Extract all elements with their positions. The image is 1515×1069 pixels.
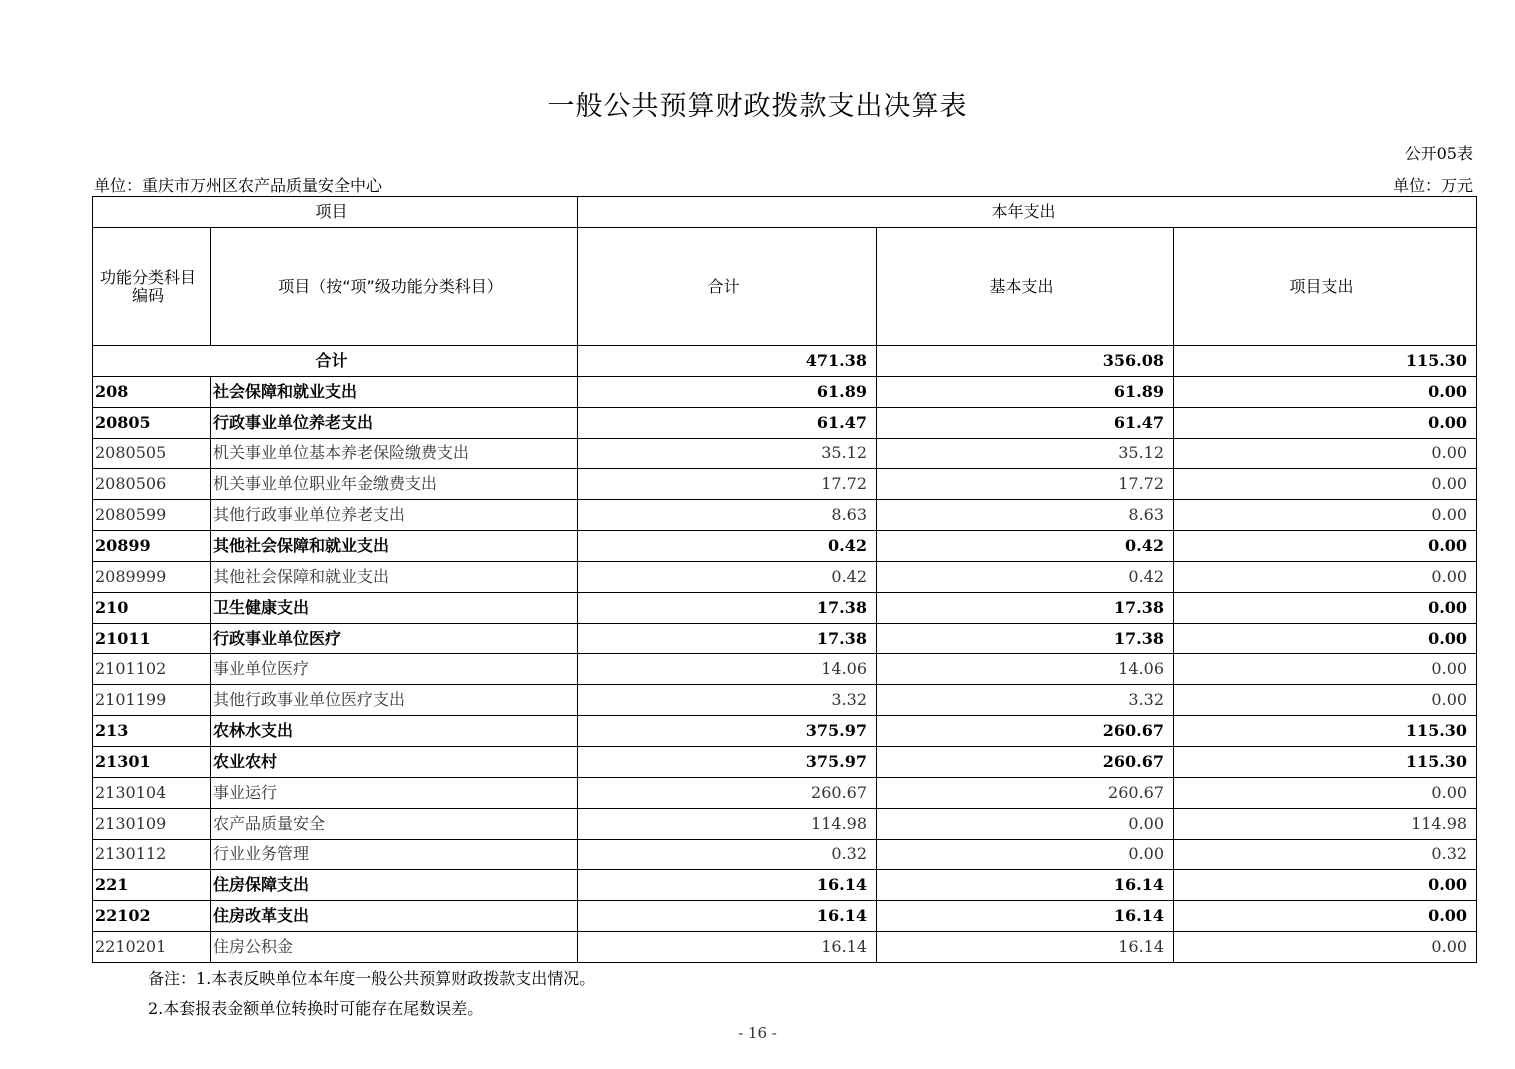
cell-code: 21301 bbox=[93, 746, 211, 777]
total-project: 115.30 bbox=[1174, 346, 1477, 377]
cell-basic: 260.67 bbox=[877, 777, 1174, 808]
cell-code: 2130104 bbox=[93, 777, 211, 808]
cell-total: 16.14 bbox=[578, 932, 877, 963]
cell-name: 其他社会保障和就业支出 bbox=[211, 531, 578, 562]
cell-code: 210 bbox=[93, 592, 211, 623]
cell-code: 21011 bbox=[93, 623, 211, 654]
cell-project: 0.00 bbox=[1174, 561, 1477, 592]
cell-name: 机关事业单位职业年金缴费支出 bbox=[211, 469, 578, 500]
cell-code: 2130109 bbox=[93, 808, 211, 839]
cell-project: 0.00 bbox=[1174, 932, 1477, 963]
table-row bbox=[93, 376, 1477, 407]
cell-total: 61.47 bbox=[578, 407, 877, 438]
cell-name: 行政事业单位医疗 bbox=[211, 623, 578, 654]
cell-project: 0.00 bbox=[1174, 407, 1477, 438]
cell-total: 375.97 bbox=[578, 746, 877, 777]
cell-name: 其他行政事业单位养老支出 bbox=[211, 500, 578, 531]
cell-name: 社会保障和就业支出 bbox=[211, 376, 578, 407]
table-row bbox=[93, 839, 1477, 870]
cell-basic: 16.14 bbox=[877, 901, 1174, 932]
table-row bbox=[93, 932, 1477, 963]
cell-basic: 0.00 bbox=[877, 839, 1174, 870]
cell-code: 208 bbox=[93, 376, 211, 407]
header-code: 功能分类科目编码 bbox=[93, 228, 211, 346]
cell-project: 115.30 bbox=[1174, 716, 1477, 747]
cell-code: 2089999 bbox=[93, 561, 211, 592]
cell-project: 0.00 bbox=[1174, 623, 1477, 654]
cell-code: 20899 bbox=[93, 531, 211, 562]
cell-project: 0.00 bbox=[1174, 870, 1477, 901]
header-total: 合计 bbox=[578, 228, 877, 346]
table-row bbox=[93, 654, 1477, 685]
cell-total: 3.32 bbox=[578, 685, 877, 716]
cell-name: 住房保障支出 bbox=[211, 870, 578, 901]
header-basic: 基本支出 bbox=[877, 228, 1174, 346]
cell-code: 2101199 bbox=[93, 685, 211, 716]
cell-name: 机关事业单位基本养老保险缴费支出 bbox=[211, 438, 578, 469]
unit-organization: 单位：重庆市万州区农产品质量安全中心 bbox=[94, 176, 383, 195]
cell-name: 农产品质量安全 bbox=[211, 808, 578, 839]
header-project: 项目 bbox=[93, 197, 578, 228]
cell-basic: 61.47 bbox=[877, 407, 1174, 438]
table-row bbox=[93, 531, 1477, 562]
table-row bbox=[93, 407, 1477, 438]
cell-code: 22102 bbox=[93, 901, 211, 932]
cell-total: 0.42 bbox=[578, 531, 877, 562]
cell-total: 16.14 bbox=[578, 870, 877, 901]
cell-project: 114.98 bbox=[1174, 808, 1477, 839]
cell-project: 0.00 bbox=[1174, 438, 1477, 469]
cell-total: 14.06 bbox=[578, 654, 877, 685]
table-row bbox=[93, 685, 1477, 716]
table-row bbox=[93, 716, 1477, 747]
cell-project: 0.00 bbox=[1174, 685, 1477, 716]
cell-total: 375.97 bbox=[578, 716, 877, 747]
cell-total: 0.42 bbox=[578, 561, 877, 592]
cell-code: 2080599 bbox=[93, 500, 211, 531]
cell-basic: 0.42 bbox=[877, 561, 1174, 592]
cell-basic: 17.72 bbox=[877, 469, 1174, 500]
page-number: - 16 - bbox=[738, 1024, 777, 1042]
header-row-2 bbox=[93, 228, 1477, 346]
cell-code: 213 bbox=[93, 716, 211, 747]
unit-money: 单位：万元 bbox=[1392, 176, 1473, 195]
cell-project: 0.00 bbox=[1174, 777, 1477, 808]
cell-basic: 61.89 bbox=[877, 376, 1174, 407]
note-1: 备注：1.本表反映单位本年度一般公共预算财政拨款支出情况。 bbox=[148, 969, 596, 988]
table-row bbox=[93, 808, 1477, 839]
table-row bbox=[93, 438, 1477, 469]
cell-basic: 260.67 bbox=[877, 746, 1174, 777]
cell-basic: 8.63 bbox=[877, 500, 1174, 531]
cell-project: 0.00 bbox=[1174, 592, 1477, 623]
cell-name: 行业业务管理 bbox=[211, 839, 578, 870]
cell-code: 221 bbox=[93, 870, 211, 901]
cell-basic: 0.00 bbox=[877, 808, 1174, 839]
total-basic: 356.08 bbox=[877, 346, 1174, 377]
table-row bbox=[93, 561, 1477, 592]
total-amount: 471.38 bbox=[578, 346, 877, 377]
cell-name: 事业运行 bbox=[211, 777, 578, 808]
expenditure-table bbox=[92, 196, 1477, 963]
cell-basic: 260.67 bbox=[877, 716, 1174, 747]
cell-name: 住房公积金 bbox=[211, 932, 578, 963]
header-item: 项目（按“项”级功能分类科目） bbox=[211, 228, 578, 346]
table-row bbox=[93, 901, 1477, 932]
cell-project: 0.32 bbox=[1174, 839, 1477, 870]
table-row bbox=[93, 777, 1477, 808]
total-row bbox=[93, 346, 1477, 377]
cell-project: 0.00 bbox=[1174, 469, 1477, 500]
cell-code: 2130112 bbox=[93, 839, 211, 870]
cell-name: 农林水支出 bbox=[211, 716, 578, 747]
table-row bbox=[93, 469, 1477, 500]
cell-project: 115.30 bbox=[1174, 746, 1477, 777]
cell-total: 17.38 bbox=[578, 623, 877, 654]
cell-code: 2101102 bbox=[93, 654, 211, 685]
cell-name: 住房改革支出 bbox=[211, 901, 578, 932]
table-row bbox=[93, 623, 1477, 654]
table-row bbox=[93, 500, 1477, 531]
cell-basic: 17.38 bbox=[877, 623, 1174, 654]
cell-project: 0.00 bbox=[1174, 500, 1477, 531]
cell-total: 8.63 bbox=[578, 500, 877, 531]
table-row bbox=[93, 746, 1477, 777]
cell-total: 17.72 bbox=[578, 469, 877, 500]
header-project-expense: 项目支出 bbox=[1174, 228, 1477, 346]
header-row-1 bbox=[93, 197, 1477, 228]
cell-project: 0.00 bbox=[1174, 376, 1477, 407]
total-label: 合计 bbox=[93, 346, 578, 377]
cell-basic: 0.42 bbox=[877, 531, 1174, 562]
cell-basic: 35.12 bbox=[877, 438, 1174, 469]
cell-project: 0.00 bbox=[1174, 654, 1477, 685]
cell-total: 260.67 bbox=[578, 777, 877, 808]
cell-code: 2080506 bbox=[93, 469, 211, 500]
cell-total: 17.38 bbox=[578, 592, 877, 623]
cell-name: 其他社会保障和就业支出 bbox=[211, 561, 578, 592]
cell-total: 16.14 bbox=[578, 901, 877, 932]
cell-project: 0.00 bbox=[1174, 531, 1477, 562]
header-current-year: 本年支出 bbox=[578, 197, 1477, 228]
cell-total: 0.32 bbox=[578, 839, 877, 870]
cell-code: 2210201 bbox=[93, 932, 211, 963]
cell-total: 35.12 bbox=[578, 438, 877, 469]
cell-code: 2080505 bbox=[93, 438, 211, 469]
table-row bbox=[93, 592, 1477, 623]
form-number: 公开05表 bbox=[1404, 144, 1473, 163]
cell-name: 农业农村 bbox=[211, 746, 578, 777]
cell-total: 114.98 bbox=[578, 808, 877, 839]
cell-total: 61.89 bbox=[578, 376, 877, 407]
cell-basic: 16.14 bbox=[877, 870, 1174, 901]
note-2: 2.本套报表金额单位转换时可能存在尾数误差。 bbox=[148, 999, 484, 1018]
cell-name: 事业单位医疗 bbox=[211, 654, 578, 685]
cell-name: 其他行政事业单位医疗支出 bbox=[211, 685, 578, 716]
cell-basic: 3.32 bbox=[877, 685, 1174, 716]
cell-project: 0.00 bbox=[1174, 901, 1477, 932]
cell-basic: 16.14 bbox=[877, 932, 1174, 963]
cell-code: 20805 bbox=[93, 407, 211, 438]
table-row bbox=[93, 870, 1477, 901]
cell-basic: 17.38 bbox=[877, 592, 1174, 623]
page-title: 一般公共预算财政拨款支出决算表 bbox=[547, 91, 968, 122]
cell-name: 行政事业单位养老支出 bbox=[211, 407, 578, 438]
cell-name: 卫生健康支出 bbox=[211, 592, 578, 623]
cell-basic: 14.06 bbox=[877, 654, 1174, 685]
